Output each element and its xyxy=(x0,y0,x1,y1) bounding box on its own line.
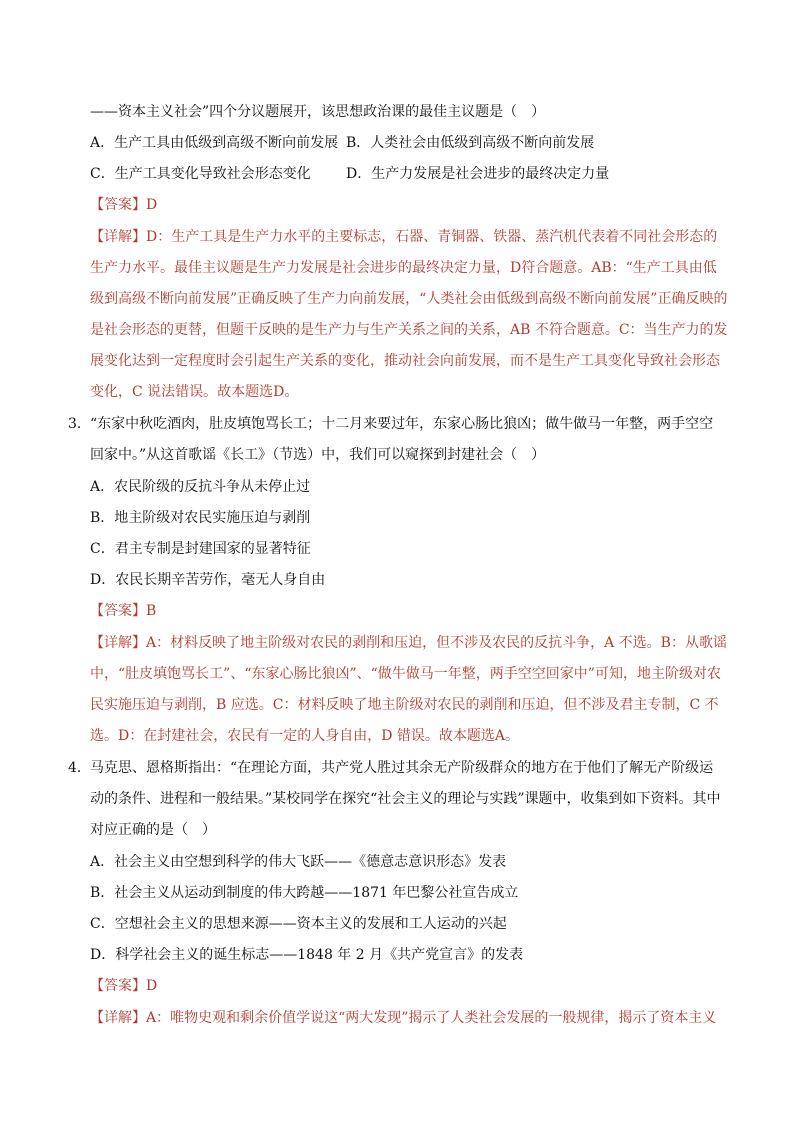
q4-detail-line: 【详解】A：唯物史观和剩余价值学说这“两大发现”揭示了人类社会发展的一般规律，揭示了资本主义 xyxy=(90,1010,717,1026)
q2-detail-line: 级到高级不断向前发展”正确反映了生产力向前发展，“人类社会由低级到高级不断向前发展”正确反映的 xyxy=(90,291,728,307)
q2-detail-line: 【详解】D：生产工具是生产力水平的主要标志，石器、青铜器、铁器、蒸汽机代表着不同社会形态的 xyxy=(90,229,718,245)
q3-stem-line: 回家中。”从这首歌谣《长工》（节选）中，我们可以窥探到封建社会（ ） xyxy=(90,447,546,463)
q2-option-b: B．人类社会由低级到高级不断向前发展 xyxy=(346,135,595,151)
q4-option-d: D．科学社会主义的诞生标志——1848 年 2 月《共产党宣言》的发表 xyxy=(90,947,524,963)
q4-option-a: A．社会主义由空想到科学的伟大飞跃——《德意志意识形态》发表 xyxy=(90,854,507,870)
q3-detail-line: 中，“肚皮填饱骂长工”、“东家心肠比狼凶”、“做牛做马一年整，两手空空回家中”可知，地主阶级对农 xyxy=(90,666,721,682)
q3-option-a: A．农民阶级的反抗斗争从未停止过 xyxy=(90,479,311,495)
q4-option-c: C．空想社会主义的思想来源——资本主义的发展和工人运动的兴起 xyxy=(90,916,507,932)
q2-option-a: A．生产工具由低级到高级不断向前发展 xyxy=(90,135,339,151)
q4-answer: 【答案】D xyxy=(90,978,158,994)
q3-option-c: C．君主专制是封建国家的显著特征 xyxy=(90,541,311,557)
q4-option-b: B．社会主义从运动到制度的伟大跨越——1871 年巴黎公社宣告成立 xyxy=(90,885,519,901)
q3-option-b: B．地主阶级对农民实施压迫与剥削 xyxy=(90,510,311,526)
q3-option-d: D．农民长期辛苦劳作，毫无人身自由 xyxy=(90,572,326,588)
q2-detail-line: 生产力水平。最佳主议题是生产力发展是社会进步的最终决定力量，D符合题意。AB：“生产工具由低 xyxy=(90,260,717,276)
q2-detail-line: 变化，C 说法错误。故本题选D。 xyxy=(90,384,299,400)
q4-stem-line: 马克思、恩格斯指出：“在理论方面，共产党人胜过其余无产阶级群众的地方在于他们了解无产阶级运 xyxy=(90,760,714,776)
q3-detail-line: 民实施压迫与剥削，B 应选。C：材料反映了地主阶级对农民的剥削和压迫，但不涉及君主专制，C 不 xyxy=(90,697,719,713)
q3-answer: 【答案】B xyxy=(90,603,157,619)
q3-detail-line: 选。D：在封建社会，农民有一定的人身自由，D 错误。故本题选A。 xyxy=(90,728,520,744)
q3-stem-line: “东家中秋吃酒肉，肚皮填饱骂长工；十二月来要过年，东家心肠比狼凶；做牛做马一年整，两手空空 xyxy=(90,416,714,432)
q4-stem-line: 对应正确的是（ ） xyxy=(90,822,216,838)
q4-number: 4． xyxy=(68,760,91,776)
q3-number: 3． xyxy=(68,416,91,432)
q2-option-c: C．生产工具变化导致社会形态变化 xyxy=(90,166,311,182)
q2-detail-line: 是社会形态的更替，但题干反映的是生产力与生产关系之间的关系，AB 不符合题意。C：当生产力的发 xyxy=(90,322,728,338)
q4-stem xyxy=(68,759,713,777)
q2-option-d: D．生产力发展是社会进步的最终决定力量 xyxy=(346,166,610,182)
q2-detail-line: 展变化达到一定程度时会引起生产关系的变化，推动社会向前发展，而不是生产工具变化导致社会形态 xyxy=(90,353,720,369)
q2-answer: 【答案】D xyxy=(90,197,158,213)
q2-stem-tail: ——资本主义社会”四个分议题展开，该思想政治课的最佳主议题是（ ） xyxy=(90,104,546,120)
q3-stem xyxy=(68,415,713,433)
q4-stem-line: 动的条件、进程和一般结果。”某校同学在探究“社会主义的理论与实践”课题中，收集到如下资料。其中 xyxy=(90,791,721,807)
q3-detail-line: 【详解】A：材料反映了地主阶级对农民的剥削和压迫，但不涉及农民的反抗斗争，A 不选。B：从歌谣 xyxy=(90,635,727,651)
